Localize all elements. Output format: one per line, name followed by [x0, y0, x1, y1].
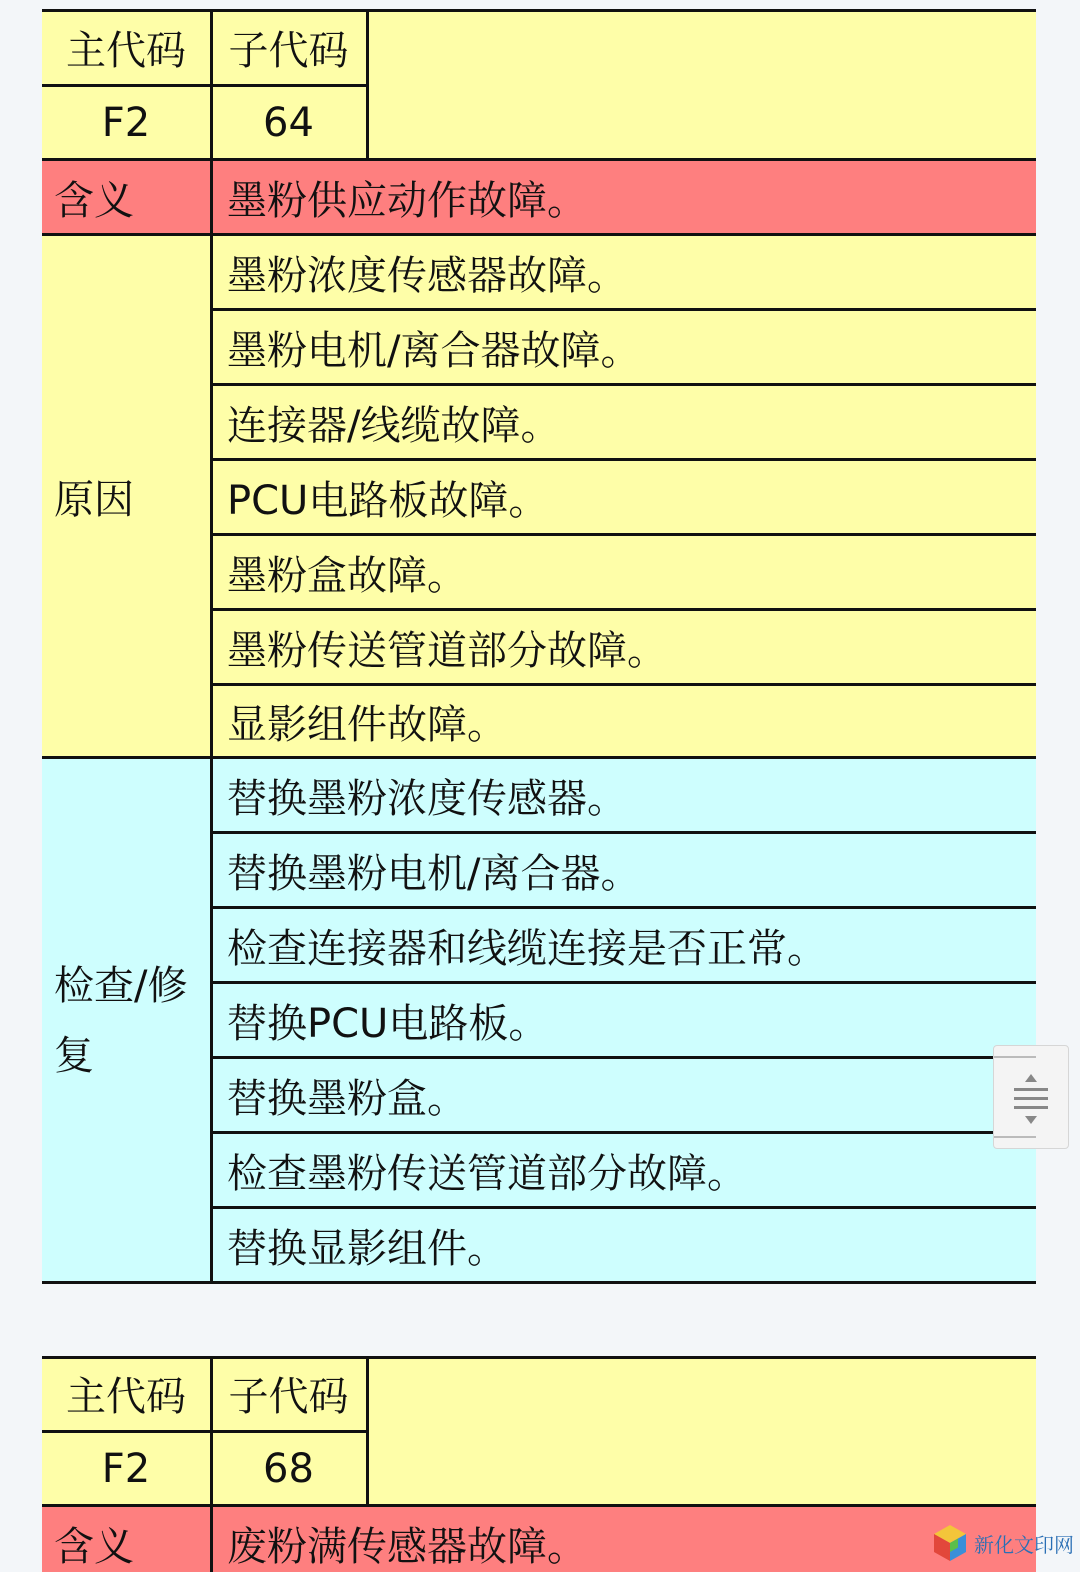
cause-item: 墨粉盒故障。: [227, 553, 467, 599]
main-code-label: 主代码: [66, 28, 186, 74]
grid-line: [42, 1356, 1036, 1359]
fix-item: 替换墨粉盒。: [227, 1076, 467, 1122]
grid-line: [42, 1504, 1036, 1507]
scroll-up-arrow-icon: [1025, 1074, 1037, 1082]
scroll-grip-line: [1014, 1097, 1048, 1100]
main-code-value: F2: [101, 1445, 151, 1492]
grid-line: [210, 981, 1036, 984]
grid-line: [42, 1281, 1036, 1284]
cause-item: 墨粉浓度传感器故障。: [227, 253, 627, 299]
fix-item: 替换墨粉电机/离合器。: [227, 851, 641, 897]
grid-line: [42, 158, 1036, 161]
sub-code-value: 68: [263, 1445, 314, 1492]
grid-line: [366, 10, 369, 160]
grid-line: [42, 9, 1036, 12]
grid-line: [366, 1356, 369, 1506]
grid-line: [210, 1206, 1036, 1209]
scroll-grip-line: [1014, 1088, 1048, 1091]
fix-label-text: 检查/修复: [54, 962, 188, 1079]
cause-item: PCU电路板故障。: [227, 478, 549, 524]
cause-item: 墨粉传送管道部分故障。: [227, 628, 667, 674]
grid-line: [42, 233, 1036, 236]
grid-line: [210, 906, 1036, 909]
cause-item: 连接器/线缆故障。: [227, 403, 561, 449]
grid-line: [210, 308, 1036, 311]
fix-item: 检查墨粉传送管道部分故障。: [227, 1151, 747, 1197]
site-watermark: [930, 1522, 1074, 1564]
scroll-handle-edge: [994, 1136, 1036, 1138]
grid-line: [210, 458, 1036, 461]
grid-line: [210, 608, 1036, 611]
fix-label: [42, 758, 210, 1283]
main-code-value: F2: [101, 99, 151, 146]
grid-line: [42, 84, 367, 87]
grid-line: [210, 683, 1036, 686]
grid-line: [42, 1430, 367, 1433]
meaning-label: 含义: [54, 178, 134, 224]
cube-logo-icon: [930, 1523, 970, 1563]
fix-item: 替换PCU电路板。: [227, 1001, 549, 1047]
grid-line: [210, 383, 1036, 386]
fast-scroll-handle[interactable]: [993, 1045, 1069, 1149]
cause-label: 原因: [54, 477, 134, 523]
meaning-label: 含义: [54, 1524, 134, 1570]
grid-line: [210, 1131, 1036, 1134]
cause-item: 显影组件故障。: [227, 702, 507, 748]
grid-line: [210, 1356, 213, 1572]
watermark-text: 新化文印网: [974, 1532, 1074, 1557]
fault-table-f2-64: [42, 10, 1036, 1283]
fix-item: 检查连接器和线缆连接是否正常。: [227, 926, 827, 972]
fix-item: 替换墨粉浓度传感器。: [227, 776, 627, 822]
grid-line: [42, 756, 1036, 759]
fix-item: 替换显影组件。: [227, 1226, 507, 1272]
meaning-text: 墨粉供应动作故障。: [227, 178, 587, 224]
fault-table-f2-68: [42, 1356, 1036, 1572]
meaning-text: 废粉满传感器故障。: [227, 1524, 587, 1570]
scroll-handle-edge: [994, 1056, 1036, 1058]
grid-line: [210, 831, 1036, 834]
scroll-grip-line: [1014, 1106, 1048, 1109]
sub-code-label: 子代码: [228, 28, 349, 74]
main-code-label: 主代码: [66, 1374, 186, 1420]
grid-line: [210, 1056, 1036, 1059]
grid-line: [210, 533, 1036, 536]
sub-code-label: 子代码: [228, 1374, 349, 1420]
cause-item: 墨粉电机/离合器故障。: [227, 328, 641, 374]
sub-code-value: 64: [263, 99, 314, 146]
grid-line: [210, 10, 213, 1283]
scroll-down-arrow-icon: [1025, 1116, 1037, 1124]
